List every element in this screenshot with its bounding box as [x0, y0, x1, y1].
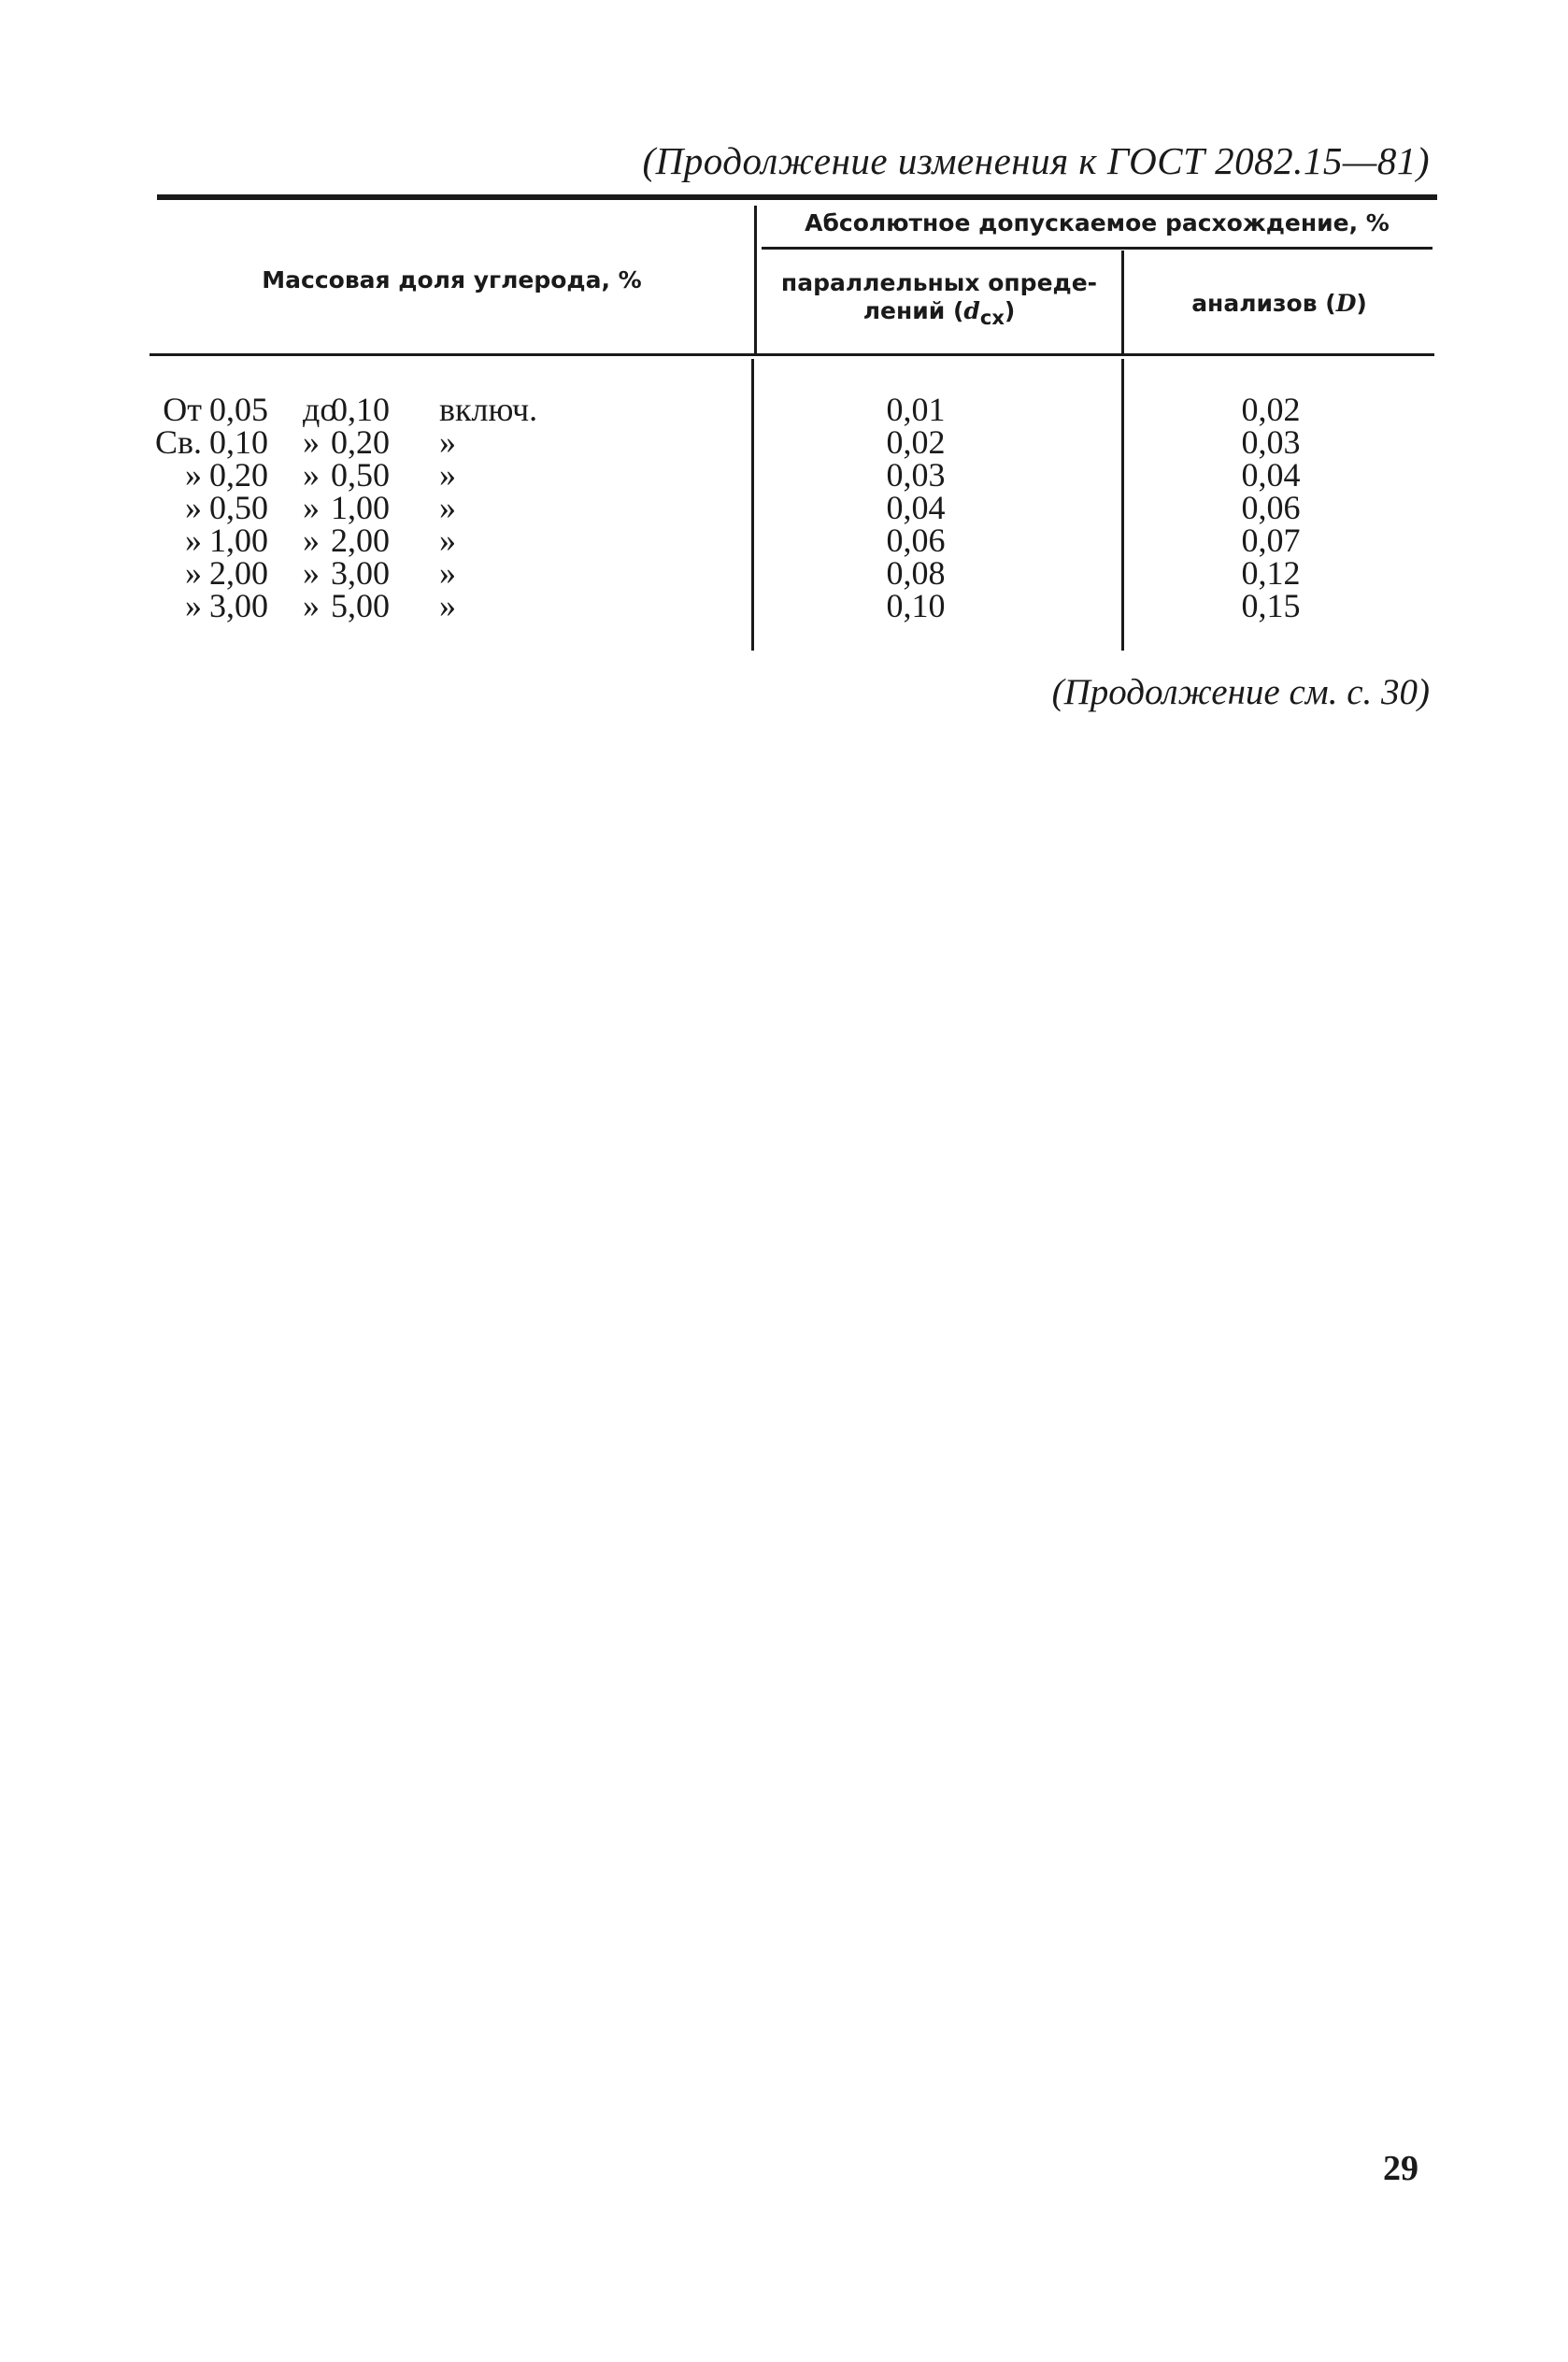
row-inclusive: »	[439, 554, 456, 592]
row-to: 0,10	[331, 391, 390, 428]
row-prefix: »	[185, 554, 202, 592]
row-inclusive: »	[439, 489, 456, 526]
row-parallel-value: 0,06	[886, 522, 946, 559]
row-from: 2,00	[209, 554, 268, 592]
row-separator: до	[303, 391, 337, 428]
row-inclusive: включ.	[439, 391, 538, 428]
row-from: 0,50	[209, 489, 268, 526]
running-head: (Продолжение изменения к ГОСТ 2082.15—81)	[642, 139, 1430, 182]
row-inclusive: »	[439, 456, 456, 494]
row-from: 0,10	[209, 423, 268, 461]
row-analyses-value: 0,15	[1241, 587, 1301, 624]
row-to: 5,00	[331, 587, 390, 624]
analyses-column-header: анализов (D)	[1191, 290, 1367, 317]
row-prefix: »	[185, 489, 202, 526]
row-to: 3,00	[331, 554, 390, 592]
row-from: 0,05	[209, 391, 268, 428]
group-header-rule	[762, 247, 1433, 250]
table-row	[0, 458, 1568, 492]
row-parallel-value: 0,02	[886, 423, 946, 461]
row-to: 0,20	[331, 423, 390, 461]
row-prefix: »	[185, 587, 202, 624]
row-separator: »	[303, 489, 320, 526]
row-parallel-value: 0,08	[886, 554, 946, 592]
row-parallel-value: 0,03	[886, 456, 946, 494]
table-row	[0, 556, 1568, 590]
row-parallel-value: 0,04	[886, 489, 946, 526]
row-inclusive: »	[439, 522, 456, 559]
parallel-determinations-line1: параллельных опреде-	[780, 269, 1098, 296]
row-separator: »	[303, 554, 320, 592]
page-number: 29	[1383, 2149, 1418, 2188]
row-inclusive: »	[439, 423, 456, 461]
row-analyses-value: 0,07	[1241, 522, 1301, 559]
row-prefix: Св.	[154, 423, 202, 461]
mass-fraction-column-header: Массовая доля углерода, %	[262, 266, 642, 293]
row-separator: »	[303, 456, 320, 494]
row-to: 2,00	[331, 522, 390, 559]
row-parallel-value: 0,10	[886, 587, 946, 624]
row-prefix: »	[185, 456, 202, 494]
header-bottom-rule	[150, 353, 1434, 356]
row-from: 3,00	[209, 587, 268, 624]
row-from: 0,20	[209, 456, 268, 494]
table-row	[0, 491, 1568, 524]
row-analyses-value: 0,12	[1241, 554, 1301, 592]
row-from: 1,00	[209, 522, 268, 559]
row-analyses-value: 0,03	[1241, 423, 1301, 461]
table-row	[0, 523, 1568, 557]
continuation-note: (Продолжение см. с. 30)	[1051, 672, 1430, 712]
row-analyses-value: 0,04	[1241, 456, 1301, 494]
deviation-group-header: Абсолютное допускаемое расхождение, %	[805, 209, 1390, 236]
table-row	[0, 589, 1568, 623]
row-parallel-value: 0,01	[886, 391, 946, 428]
row-separator: »	[303, 587, 320, 624]
parallel-determinations-line2: лений $(d_{cx})$	[862, 297, 1016, 329]
row-analyses-value: 0,02	[1241, 391, 1301, 428]
row-separator: »	[303, 522, 320, 559]
table-top-rule	[157, 194, 1437, 200]
row-prefix: От	[163, 391, 202, 428]
row-separator: »	[303, 423, 320, 461]
parallel-determinations-column-header	[757, 269, 1121, 332]
table-row	[0, 393, 1568, 426]
row-to: 1,00	[331, 489, 390, 526]
row-prefix: »	[185, 522, 202, 559]
row-inclusive: »	[439, 587, 456, 624]
table-row	[0, 425, 1568, 459]
row-analyses-value: 0,06	[1241, 489, 1301, 526]
row-to: 0,50	[331, 456, 390, 494]
